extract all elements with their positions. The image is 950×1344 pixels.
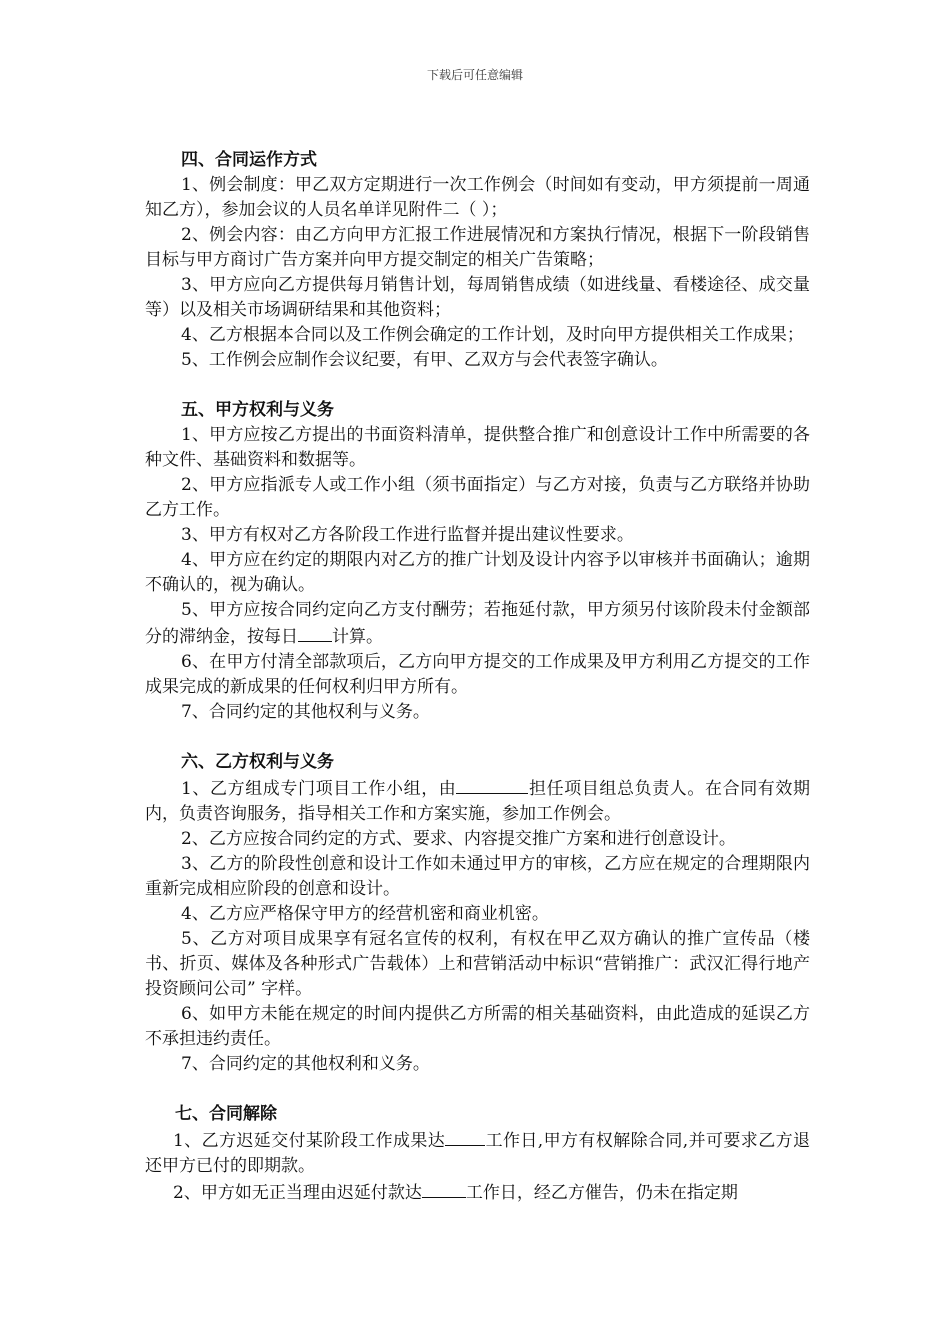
section-5-item-7: 7、合同约定的其他权利与义务。 xyxy=(181,702,430,722)
section-7-item-1 xyxy=(145,1127,810,1179)
section-7-item-2 xyxy=(145,1179,810,1206)
section-5-item-4: 4、甲方应在约定的期限内对乙方的推广计划及设计内容予以审核并书面确认；逾期不确认的，视为确认。 xyxy=(145,550,810,595)
section-5-item-5 xyxy=(145,598,810,650)
section-6-item-1 xyxy=(145,775,810,827)
section-4-item-1: 1、例会制度：甲乙双方定期进行一次工作例会（时间如有变动，甲方须提前一周通知乙方），参加会议的人员名单详见附件二（ ）； xyxy=(145,175,810,220)
section-6-item-1-text-a: 1、乙方组成专门项目工作小组，由 xyxy=(181,779,457,799)
section-5-item-2: 2、甲方应指派专人或工作小组（须书面指定）与乙方对接，负责与乙方联络并协助乙方工作。 xyxy=(145,475,810,520)
section-4-item-2: 2、例会内容：由乙方向甲方汇报工作进展情况和方案执行情况，根据下一阶段销售目标与甲方商讨广告方案并向甲方提交制定的相关广告策略； xyxy=(145,225,810,270)
section-5-item-3: 3、甲方有权对乙方各阶段工作进行监督并提出建议性要求。 xyxy=(181,525,634,545)
section-5-item-6: 6、在甲方付清全部款项后，乙方向甲方提交的工作成果及甲方利用乙方提交的工作成果完成的新成果的任何权利归甲方所有。 xyxy=(145,652,810,697)
section-4-item-5: 5、工作例会应制作会议纪要，有甲、乙双方与会代表签字确认。 xyxy=(181,350,668,370)
section-5-item-5-text-b: 计算。 xyxy=(332,627,383,647)
section-7-item-1-text-b: 工作日,甲方有权解除合同,并可要求乙方退还甲方已付的即期款。 xyxy=(145,1131,810,1176)
section-6-title: 六、乙方权利与义务 xyxy=(181,752,334,772)
blank-line xyxy=(298,623,332,642)
section-6-item-7: 7、合同约定的其他权利和义务。 xyxy=(181,1054,430,1074)
section-6-item-3: 3、乙方的阶段性创意和设计工作如未通过甲方的审核，乙方应在规定的合理期限内重新完成相应阶段的创意和设计。 xyxy=(145,854,810,899)
blank-line xyxy=(456,775,528,794)
section-gap xyxy=(145,725,810,750)
section-6-item-6: 6、如甲方未能在规定的时间内提供乙方所需的相关基础资料，由此造成的延误乙方不承担违约责任。 xyxy=(145,1004,810,1049)
section-5-title: 五、甲方权利与义务 xyxy=(181,400,334,420)
section-gap xyxy=(145,1077,810,1102)
section-7-item-2-text-a: 2、甲方如无正当理由迟延付款达 xyxy=(173,1183,422,1203)
section-4-title: 四、合同运作方式 xyxy=(181,150,317,170)
page-header: 下载后可任意编辑 xyxy=(426,68,523,82)
blank-line xyxy=(445,1127,485,1146)
section-5-item-5-text-a: 5、甲方应按合同约定向乙方支付酬劳；若拖延付款，甲方须另付该阶段未付金额部分的滞纳金，按每日 xyxy=(145,600,810,647)
section-6-item-1-text-b: 担任项目组总负责人。在合同有效期内，负责咨询服务，指导相关工作和方案实施，参加工作例会。 xyxy=(145,779,810,824)
document-body xyxy=(145,148,810,1206)
section-6-item-4: 4、乙方应严格保守甲方的经营机密和商业机密。 xyxy=(181,904,549,924)
section-7-item-1-text-a: 1、乙方迟延交付某阶段工作成果达 xyxy=(173,1131,446,1151)
section-6-item-5: 5、乙方对项目成果享有冠名宣传的权利，有权在甲乙双方确认的推广宣传品（楼书、折页、媒体及各种形式广告载体）上和营销活动中标识“营销推广：武汉汇得行地产投资顾问公司” 字样。 xyxy=(145,929,810,999)
section-gap xyxy=(145,373,810,398)
section-7-title: 七、合同解除 xyxy=(175,1104,277,1124)
blank-line xyxy=(422,1179,466,1198)
section-7-item-2-text-b: 工作日，经乙方催告，仍未在指定期 xyxy=(465,1183,738,1203)
section-4-item-4: 4、乙方根据本合同以及工作例会确定的工作计划，及时向甲方提供相关工作成果； xyxy=(181,325,804,345)
section-5-item-1: 1、甲方应按乙方提出的书面资料清单，提供整合推广和创意设计工作中所需要的各种文件、基础资料和数据等。 xyxy=(145,425,810,470)
section-6-item-2: 2、乙方应按合同约定的方式、要求、内容提交推广方案和进行创意设计。 xyxy=(181,829,736,849)
section-4-item-3: 3、甲方应向乙方提供每月销售计划，每周销售成绩（如进线量、看楼途径、成交量等）以及相关市场调研结果和其他资料； xyxy=(145,275,810,320)
